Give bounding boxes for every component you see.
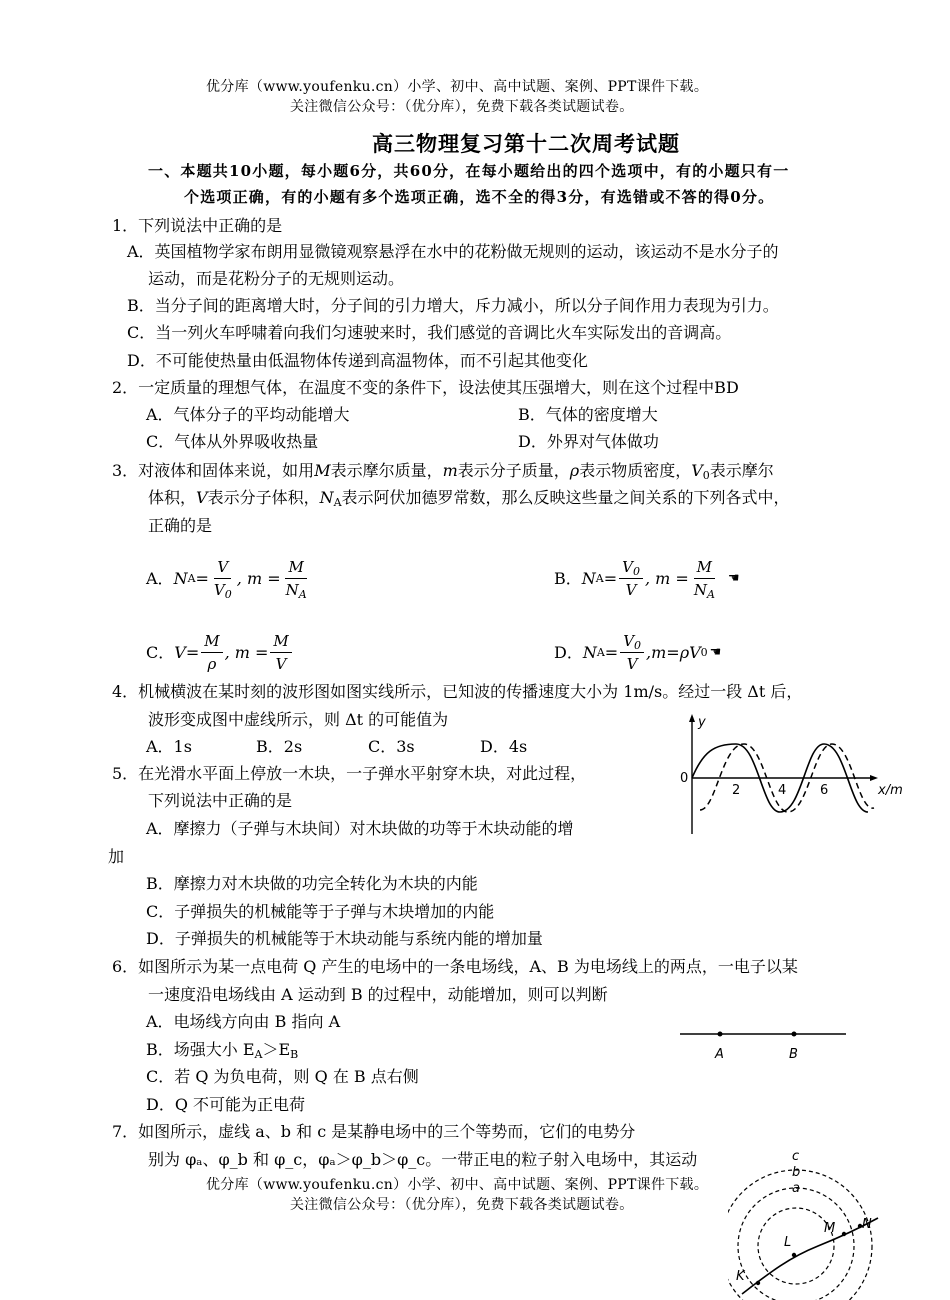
- q5-stem-line-1: 5．在光滑水平面上停放一木块，一子弹水平射穿木块，对此过程，: [112, 764, 587, 783]
- label-b: b: [792, 1165, 801, 1180]
- y-axis-arrow: [689, 714, 695, 722]
- origin-label: 0: [680, 771, 689, 786]
- label-n: N: [862, 1217, 872, 1232]
- tick-label-2: 2: [732, 783, 741, 798]
- q1-option-a: A．英国植物学家布朗用显微镜观察悬浮在水中的花粉做无规则的运动，该运动不是水分子的: [127, 242, 779, 261]
- q5-stem-line-2: 下列说法中正确的是: [148, 791, 293, 810]
- q1-option-b: B．当分子间的距离增大时，分子间的引力增大，斥力减小，所以分子间作用力表现为引力。: [127, 296, 779, 315]
- q5-option-d: D．子弹损失的机械能等于木块动能与系统内能的增加量: [146, 929, 543, 948]
- q1-option-d: D．不可能使热量由低温物体传递到高温物体，而不引起其他变化: [127, 351, 588, 370]
- q6-stem-line-2: 一速度沿电场线由 A 运动到 B 的过程中，动能增加，则可以判断: [148, 985, 608, 1004]
- q2-option-b: B．气体的密度增大: [518, 405, 658, 424]
- point-a-dot: [718, 1032, 723, 1037]
- label-m: M: [824, 1221, 836, 1236]
- pointing-hand-icon: ☚: [709, 645, 722, 660]
- q2-stem: 2．一定质量的理想气体，在温度不变的条件下，设法使其压强增大，则在这个过程中BD: [112, 378, 739, 397]
- x-axis-label: x/m: [878, 783, 903, 798]
- label-a: a: [792, 1181, 800, 1196]
- pointing-hand-icon: ☚: [727, 571, 740, 586]
- header-line-2: 关注微信公众号：（优分库），免费下载各类试题试卷。: [290, 99, 634, 115]
- q1-stem: 1．下列说法中正确的是: [112, 216, 283, 235]
- header-line-1: 优分库（www.youfenku.cn）小学、初中、高中试题、案例、PPT课件下载。: [206, 79, 709, 95]
- q4-option-c: C．3s: [368, 737, 415, 756]
- point-a-label: A: [715, 1047, 724, 1062]
- q4-option-a: A．1s: [146, 737, 192, 756]
- section-instruction-line-1: 一、本题共10小题，每小题6分，共60分，在每小题给出的四个选项中，有的小题只有一: [148, 162, 790, 180]
- q7-stem-line-1: 7．如图所示，虚线 a、b 和 c 是某静电场中的三个等势而，它们的电势分: [112, 1122, 636, 1141]
- equipotential-figure: [728, 1134, 898, 1300]
- q4-option-d: D．4s: [480, 737, 528, 756]
- point-m-dot: [842, 1232, 846, 1236]
- x-axis-arrow: [870, 775, 878, 781]
- q4-stem-line-2: 波形变成图中虚线所示，则 Δt 的可能值为: [148, 710, 449, 729]
- tick-label-6: 6: [820, 783, 829, 798]
- wave-graph: [678, 712, 910, 840]
- point-k-dot: [756, 1281, 760, 1285]
- point-b-dot: [792, 1032, 797, 1037]
- q1-option-a-cont: 运动，而是花粉分子的无规则运动。: [148, 269, 405, 288]
- y-axis-label: y: [698, 715, 706, 730]
- page-title: 高三物理复习第十二次周考试题: [372, 131, 680, 156]
- q5-option-a-cont: 加: [108, 847, 125, 866]
- label-l: L: [784, 1235, 792, 1250]
- label-c: c: [792, 1149, 800, 1164]
- q3-option-b: B． N A = $\frac{V_0}{V}$ , m = $\frac{M}{N_A}$ ☚: [554, 558, 740, 601]
- q3-option-c: C． V = $\frac{M}{\rho}$ , m = $\frac{M}{V}$: [146, 630, 294, 675]
- q4-stem-line-1: 4．机械横波在某时刻的波形图如图实线所示，已知波的传播速度大小为 1m/s。经过一段 Δt 后，: [112, 682, 803, 701]
- q3-stem-line-2: 体积，V表示分子体积，$N_A$表示阿伏加德罗常数，那么反映这些量之间关系的下列各式中，: [148, 488, 790, 509]
- point-b-label: B: [789, 1047, 798, 1062]
- footer-line-2: 关注微信公众号：（优分库），免费下载各类试题试卷。: [290, 1197, 634, 1213]
- q5-option-b: B．摩擦力对木块做的功完全转化为木块的内能: [146, 874, 478, 893]
- q4-option-b: B．2s: [256, 737, 303, 756]
- q6-stem-line-1: 6．如图所示为某一点电荷 Q 产生的电场中的一条电场线，A、B 为电场线上的两点，一电子以某: [112, 957, 798, 976]
- equipotential-c: [728, 1170, 872, 1300]
- q2-option-a: A．气体分子的平均动能增大: [146, 405, 350, 424]
- q3-option-a: A． N A = $\frac{V}{V_0}$ , m = $\frac{M}{N_A}$: [146, 558, 307, 601]
- footer-line-1: 优分库（www.youfenku.cn）小学、初中、高中试题、案例、PPT课件下载。: [206, 1177, 709, 1193]
- tick-label-4: 4: [778, 783, 787, 798]
- section-instruction-line-2: 个选项正确，有的小题有多个选项正确，选不全的得3分，有选错或不答的得0分。: [184, 188, 775, 206]
- field-line-figure: [676, 1022, 852, 1066]
- point-l-dot: [792, 1253, 796, 1257]
- q6-option-a: A．电场线方向由 B 指向 A: [146, 1012, 341, 1031]
- q7-stem-line-2: 别为 φₐ、φ_b 和 φ_c，φₐ＞φ_b＞φ_c。一带正电的粒子射入电场中，其运动: [148, 1150, 698, 1169]
- q2-option-d: D．外界对气体做功: [518, 432, 659, 451]
- q6-option-b: B．场强大小 $E_A>E_B$: [146, 1040, 299, 1061]
- q5-option-c: C．子弹损失的机械能等于子弹与木块增加的内能: [146, 902, 495, 921]
- q3-stem-line-3: 正确的是: [148, 516, 213, 535]
- q1-option-c: C．当一列火车呼啸着向我们匀速驶来时，我们感觉的音调比火车实际发出的音调高。: [127, 323, 732, 342]
- q2-option-c: C．气体从外界吸收热量: [146, 432, 319, 451]
- q5-option-a: A．摩擦力（子弹与木块间）对木块做的功等于木块动能的增: [146, 819, 574, 838]
- q3-stem-line-1: 3．对液体和固体来说，如用M表示摩尔质量，m表示分子质量，ρ表示物质密度，$V_0$表示摩尔: [112, 461, 774, 482]
- q6-option-d: D．Q 不可能为正电荷: [146, 1095, 306, 1114]
- q3-option-d: D． N A = $\frac{V_0}{V}$ ,m=ρV 0 ☚: [554, 632, 722, 673]
- label-k: K: [736, 1269, 745, 1284]
- q6-option-c: C．若 Q 为负电荷，则 Q 在 B 点右侧: [146, 1067, 419, 1086]
